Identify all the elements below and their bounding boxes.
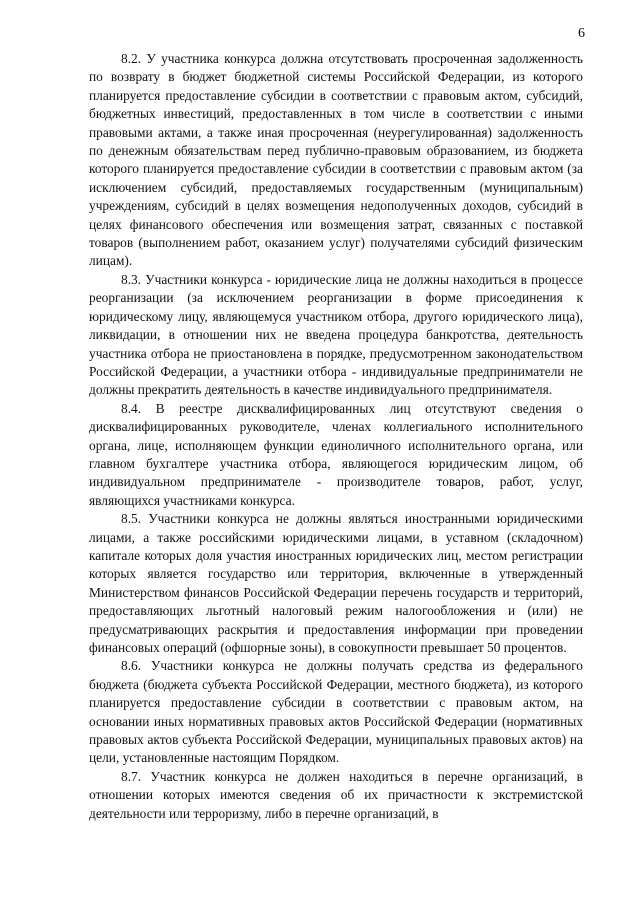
paragraph-8-5: 8.5. Участники конкурса не должны являться иностранными юридическими лицами, а также российскими юридическими лицами, в уставном (складочном) капитале которых доля участия иностранных юридических лиц, местом регистрации которых является государство или территория, включенные в утвержденный Министерством финансов Российской Федерации перечень государств и территорий, предоставляющих льготный налоговый режим налогообложения и (или) не предусматривающих раскрытия и предоставления информации при проведении финансовых операций (офшорные зоны), в совокупности превышает 50 процентов. — [89, 511, 583, 655]
page-number: 6 — [578, 26, 585, 41]
paragraph-8-4: 8.4. В реестре дисквалифицированных лиц отсутствуют сведения о дисквалифицированных руководителе, членах коллегиального исполнительного органа, лице, исполняющем функции единоличного исполнительного органа, или главном бухгалтере участника отбора, являющегося юридическим лицом, об индивидуальном предпринимателе - производителе товаров, работ, услуг, являющихся участниками конкурса. — [89, 400, 583, 508]
paragraph-8-2: 8.2. У участника конкурса должна отсутствовать просроченная задолженность по возврату в бюджет бюджетной системы Российской Федерации, из которого планируется предоставление субсидии в соответствии с правовым актом, субсидий, бюджетных инвестиций, предоставленных в том числе в соответствии с иными правовыми актами, а также иная просроченная (неурегулированная) задолженность по денежным обязательствам перед публично-правовым образованием, из бюджета которого планируется предоставление субсидии в соответствии с правовым актом (за исключением субсидий, предоставляемых государственным (муниципальным) учреждениям, субсидий в целях возмещения недополученных доходов, субсидий в целях финансового обеспечения или возмещения затрат, связанных с поставкой товаров (выполнением работ, оказанием услуг) получателями субсидий физическим лицам). — [89, 51, 583, 269]
document-body — [89, 50, 583, 823]
paragraph-8-6: 8.6. Участники конкурса не должны получать средства из федерального бюджета (бюджета субъекта Российской Федерации, местного бюджета), из которого планируется предоставление субсидии в соответствии с правовым актом, на основании иных нормативных правовых актов Российской Федерации (нормативных правовых актов субъекта Российской Федерации, муниципальных правовых актов) на цели, установленные настоящим Порядком. — [89, 658, 583, 766]
paragraph-8-3: 8.3. Участники конкурса - юридические лица не должны находиться в процессе реорганизации (за исключением реорганизации в форме присоединения к юридическому лицу, являющемуся участником отбора, другого юридического лица), ликвидации, в отношении них не введена процедура банкротства, деятельность участника отбора не приостановлена в порядке, предусмотренном законодательством Российской Федерации, а участники отбора - индивидуальные предприниматели не должны прекратить деятельность в качестве индивидуального предпринимателя. — [89, 271, 583, 398]
paragraph-8-7: 8.7. Участник конкурса не должен находиться в перечне организаций, в отношении которых имеются сведения об их причастности к экстремистской деятельности или терроризму, либо в перечне организаций, в — [89, 768, 583, 821]
